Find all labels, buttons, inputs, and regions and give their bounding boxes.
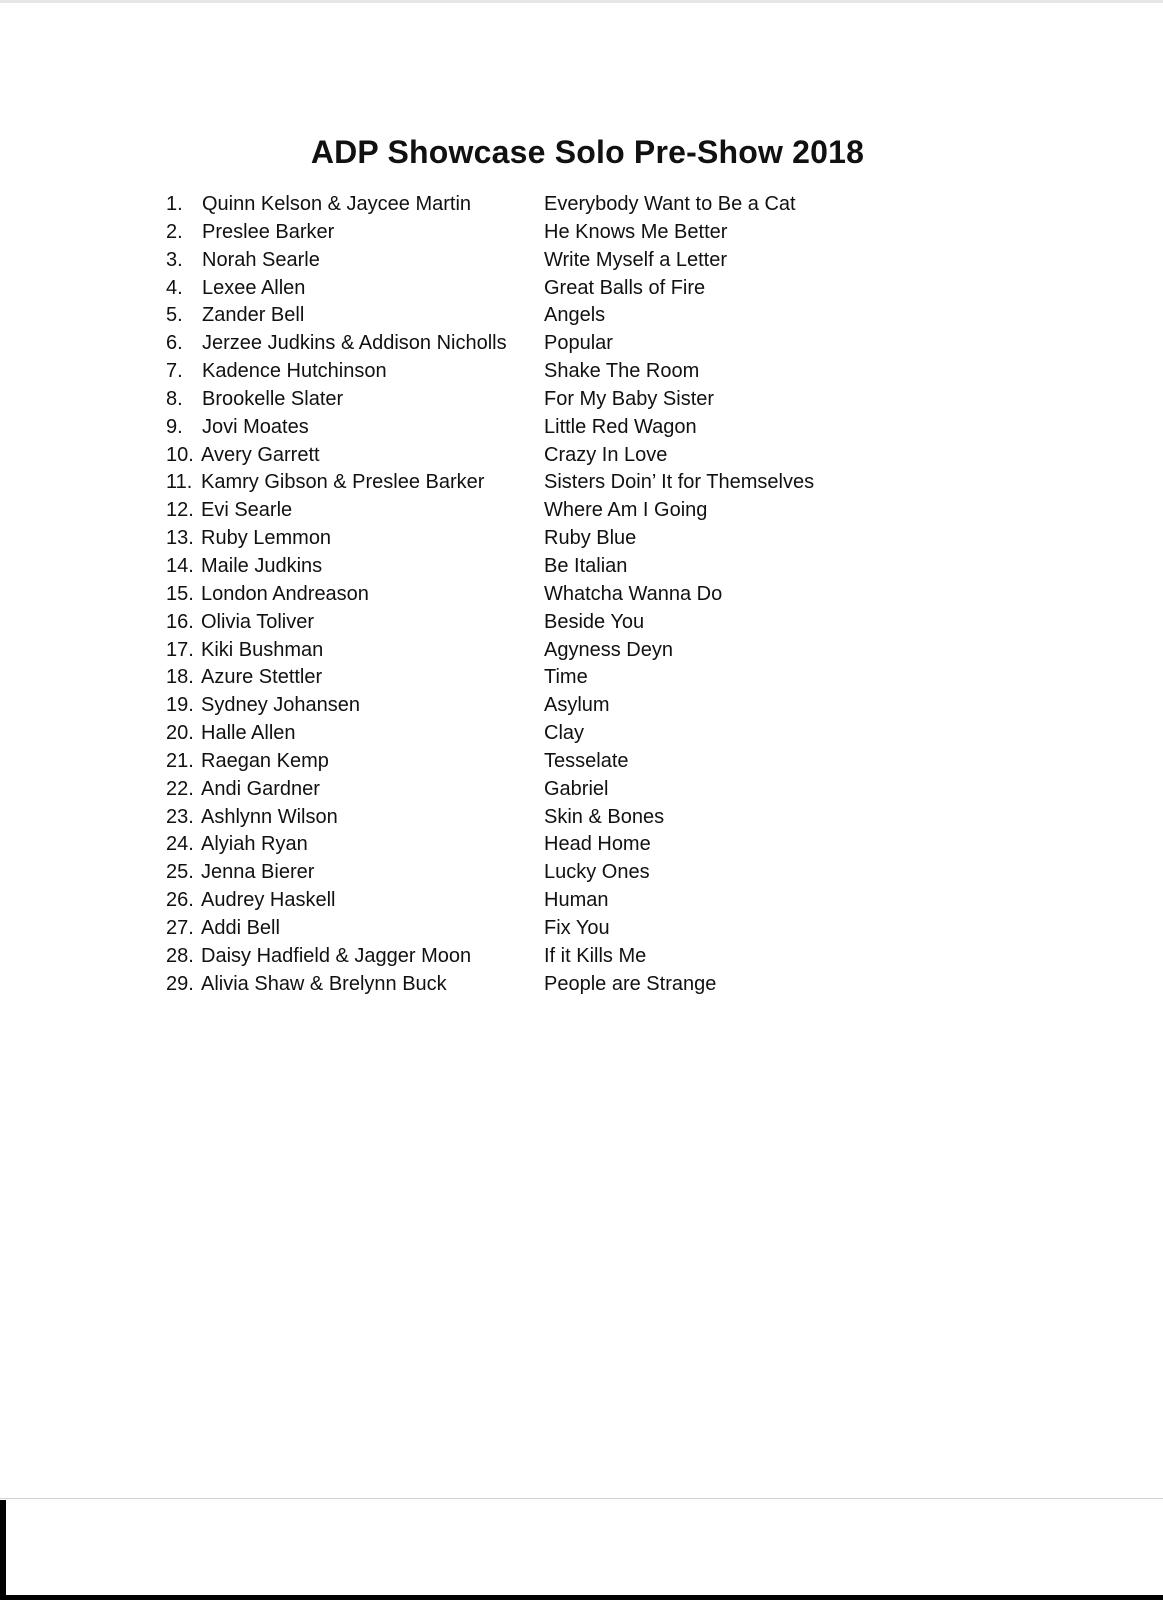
program-entry [0,776,1163,804]
entry-performer: Addi Bell [201,916,280,939]
entry-song: Skin & Bones [544,805,665,828]
scan-top-edge [0,0,1163,3]
program-entry [0,943,1163,971]
entry-number: 15. [166,582,194,605]
entry-number: 24. [166,833,194,856]
entry-song: Asylum [544,694,610,717]
entry-performer: Ashlynn Wilson [201,805,338,828]
entry-number: 14. [166,554,194,577]
entry-performer: Kiki Bushman [201,638,324,661]
entry-performer: Alivia Shaw & Brelynn Buck [201,972,447,995]
program-entry [0,302,1163,330]
entry-performer: Halle Allen [201,722,296,745]
entry-song: Angels [544,304,606,327]
entry-number: 27. [166,916,194,939]
program-entry [0,859,1163,887]
entry-number: 4. [166,276,183,299]
program-entry [0,804,1163,832]
entry-number: 16. [166,610,194,633]
entry-number: 28. [166,944,194,967]
program-entry [0,553,1163,581]
entry-number: 23. [166,805,194,828]
entry-performer: Ruby Lemmon [201,527,332,550]
program-entry [0,581,1163,609]
entry-song: Little Red Wagon [544,415,697,438]
program-entry [0,831,1163,859]
entry-song: Where Am I Going [544,499,708,522]
entry-number: 7. [166,360,183,383]
entry-number: 3. [166,248,183,271]
entry-song: Time [544,666,588,689]
entry-number: 22. [166,777,194,800]
entry-performer: Azure Stettler [201,666,323,689]
entry-performer: Kadence Hutchinson [202,360,387,383]
program-entry [0,497,1163,525]
program-entry [0,720,1163,748]
entry-performer: Jenna Bierer [201,861,315,884]
program-entry [0,414,1163,442]
entry-number: 19. [166,694,194,717]
entry-song: If it Kills Me [544,944,647,967]
program-entry [0,330,1163,358]
entry-performer: Preslee Barker [202,220,335,243]
entry-performer: Audrey Haskell [201,889,336,912]
entry-number: 8. [166,387,183,410]
entry-number: 10. [166,443,194,466]
program-entry [0,275,1163,303]
entry-number: 26. [166,889,194,912]
entry-number: 13. [166,527,194,550]
entry-song: Great Balls of Fire [544,276,706,299]
scan-fold-line [0,1498,1163,1499]
program-entry [0,358,1163,386]
program-entry [0,469,1163,497]
entry-number: 1. [166,193,183,215]
entry-performer: Brookelle Slater [202,387,344,410]
entry-song: Agyness Deyn [544,638,673,661]
scan-bottom-edge [0,1595,1163,1600]
entry-song: Beside You [544,610,645,633]
entry-number: 29. [166,972,194,995]
entry-number: 25. [166,861,194,884]
entry-performer: Zander Bell [202,304,305,327]
program-entry [0,748,1163,776]
entry-song: Clay [544,722,585,745]
entry-song: For My Baby Sister [544,387,715,410]
entry-performer: London Andreason [201,582,369,605]
entry-performer: Andi Gardner [201,777,320,800]
program-list [0,191,1163,998]
program-entry [0,609,1163,637]
entry-song: Everybody Want to Be a Cat [544,193,796,215]
program-entry [0,664,1163,692]
entry-song: He Knows Me Better [544,220,728,243]
entry-performer: Norah Searle [202,248,320,271]
entry-song: Gabriel [544,777,609,800]
entry-number: 12. [166,499,194,522]
entry-number: 6. [166,332,183,355]
scan-left-edge [0,1500,6,1600]
entry-performer: Daisy Hadfield & Jagger Moon [201,944,472,967]
entry-song: Human [544,889,609,912]
entry-song: Sisters Doin’ It for Themselves [544,471,815,494]
entry-performer: Quinn Kelson & Jaycee Martin [202,193,472,215]
entry-song: Write Myself a Letter [544,248,728,271]
program-entry [0,219,1163,247]
program-entry [0,191,1163,219]
entry-number: 11. [166,471,193,494]
page-title: ADP Showcase Solo Pre-Show 2018 [310,134,865,170]
entry-performer: Alyiah Ryan [201,833,308,856]
program-entry [0,386,1163,414]
program-entry [0,442,1163,470]
entry-song: Whatcha Wanna Do [544,582,723,605]
program-entry [0,971,1163,999]
entry-performer: Sydney Johansen [201,694,361,717]
entry-number: 17. [166,638,194,661]
entry-song: Tesselate [544,749,629,772]
entry-song: People are Strange [544,972,717,995]
entry-performer: Maile Judkins [201,554,323,577]
entry-performer: Evi Searle [201,499,293,522]
entry-number: 20. [166,722,194,745]
entry-number: 9. [166,415,183,438]
entry-number: 2. [166,220,183,243]
entry-performer: Kamry Gibson & Preslee Barker [201,471,485,494]
program-entry [0,525,1163,553]
entry-song: Be Italian [544,554,628,577]
entry-song: Shake The Room [544,360,700,383]
entry-song: Fix You [544,916,610,939]
entry-performer: Jovi Moates [202,415,309,438]
program-entry [0,692,1163,720]
entry-song: Ruby Blue [544,527,637,550]
entry-number: 18. [166,666,194,689]
entry-performer: Lexee Allen [202,276,306,299]
program-entry [0,887,1163,915]
entry-song: Lucky Ones [544,861,650,884]
entry-song: Head Home [544,833,651,856]
program-entry [0,637,1163,665]
entry-performer: Olivia Toliver [201,610,314,633]
entry-performer: Raegan Kemp [201,749,329,772]
program-entry [0,247,1163,275]
entry-performer: Jerzee Judkins & Addison Nicholls [202,332,507,355]
entry-song: Popular [544,332,613,355]
entry-number: 21. [166,749,194,772]
entry-number: 5. [166,304,183,327]
entry-performer: Avery Garrett [201,443,320,466]
program-entry [0,915,1163,943]
entry-song: Crazy In Love [544,443,668,466]
